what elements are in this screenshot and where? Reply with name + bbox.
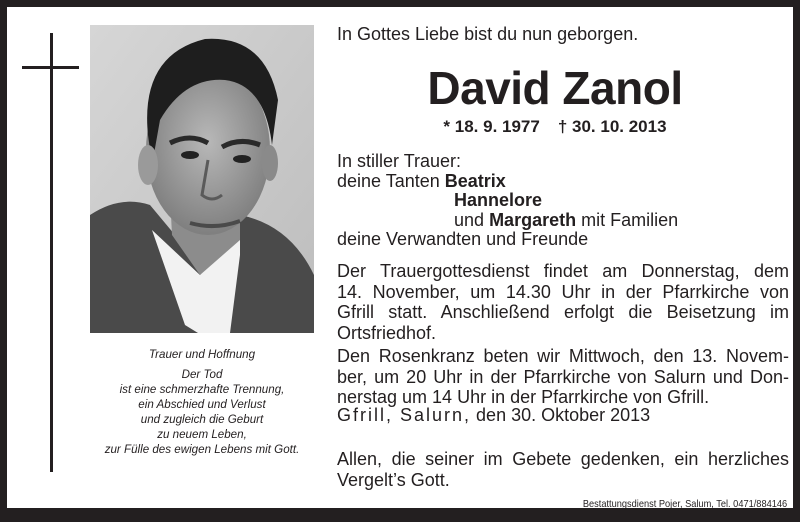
obituary-card bbox=[7, 7, 793, 508]
rosary-text bbox=[337, 346, 789, 408]
place: Gfrill, Salurn, bbox=[337, 405, 472, 425]
poem-line: und zugleich die Geburt bbox=[140, 413, 264, 426]
place-and-date bbox=[337, 405, 650, 426]
latin-cross-icon bbox=[50, 33, 53, 472]
aunt-name: Margareth bbox=[489, 209, 577, 230]
text-line: Gfrill statt. Anschließend erfolgt die Beisetzung im bbox=[337, 302, 789, 322]
mourners-aunt2-line bbox=[337, 191, 678, 211]
funeral-service-text bbox=[337, 261, 789, 343]
text-line: Der Trauergottesdienst findet am Donnerstag, dem bbox=[337, 261, 789, 281]
text-line: Vergelt’s Gott. bbox=[337, 469, 450, 490]
aunt-name: Beatrix bbox=[444, 170, 506, 191]
text-line: nerstag um 14 Uhr in der Pfarrkirche von Gfrill. bbox=[337, 387, 710, 407]
aunt-name: Hannelore bbox=[454, 190, 543, 210]
death-date: † 30. 10. 2013 bbox=[557, 117, 667, 136]
aunt-suffix: mit Familien bbox=[581, 209, 679, 230]
text-line: 14. November, um 14.30 Uhr in der Pfarrkirche von bbox=[337, 281, 789, 302]
date: den 30. Oktober 2013 bbox=[476, 405, 651, 425]
poem bbox=[85, 347, 319, 457]
birth-date: * 18. 9. 1977 bbox=[443, 117, 540, 136]
portrait-photo bbox=[90, 25, 314, 333]
life-dates bbox=[337, 117, 773, 137]
poem-line: zur Fülle des ewigen Lebens mit Gott. bbox=[104, 443, 300, 456]
mourners-block bbox=[337, 152, 678, 250]
poem-title: Trauer und Hoffnung bbox=[148, 348, 256, 361]
poem-line: ein Abschied und Verlust bbox=[138, 398, 266, 411]
poem-line: zu neuem Leben, bbox=[157, 428, 247, 441]
conjunction: und bbox=[454, 209, 485, 230]
thanks-text bbox=[337, 449, 789, 490]
mourners-aunts-line bbox=[337, 172, 678, 192]
deceased-name: David Zanol bbox=[427, 62, 683, 114]
aunts-prefix: deine Tanten bbox=[337, 170, 440, 191]
mourners-aunt3-line bbox=[337, 211, 678, 231]
latin-cross-icon-bar bbox=[22, 66, 79, 69]
funeral-home-credit: Bestattungsdienst Pojer, Salum, Tel. 0471/884146 bbox=[582, 498, 787, 510]
mourners-others: deine Verwandten und Freunde bbox=[337, 229, 589, 249]
poem-line: ist eine schmerzhafte Trennung, bbox=[119, 383, 285, 396]
mourners-intro: In stiller Trauer: bbox=[337, 151, 462, 171]
motto: In Gottes Liebe bist du nun geborgen. bbox=[337, 24, 639, 44]
text-line: Den Rosenkranz beten wir Mittwoch, den 13. Novem- bbox=[337, 346, 789, 366]
text-line: ber, um 20 Uhr in der Pfarrkirche von Salurn und Don- bbox=[337, 366, 789, 387]
poem-line: Der Tod bbox=[181, 368, 223, 381]
text-line: Ortsfriedhof. bbox=[337, 322, 437, 343]
text-line: Allen, die seiner im Gebete gedenken, ein herzliches bbox=[337, 449, 789, 469]
